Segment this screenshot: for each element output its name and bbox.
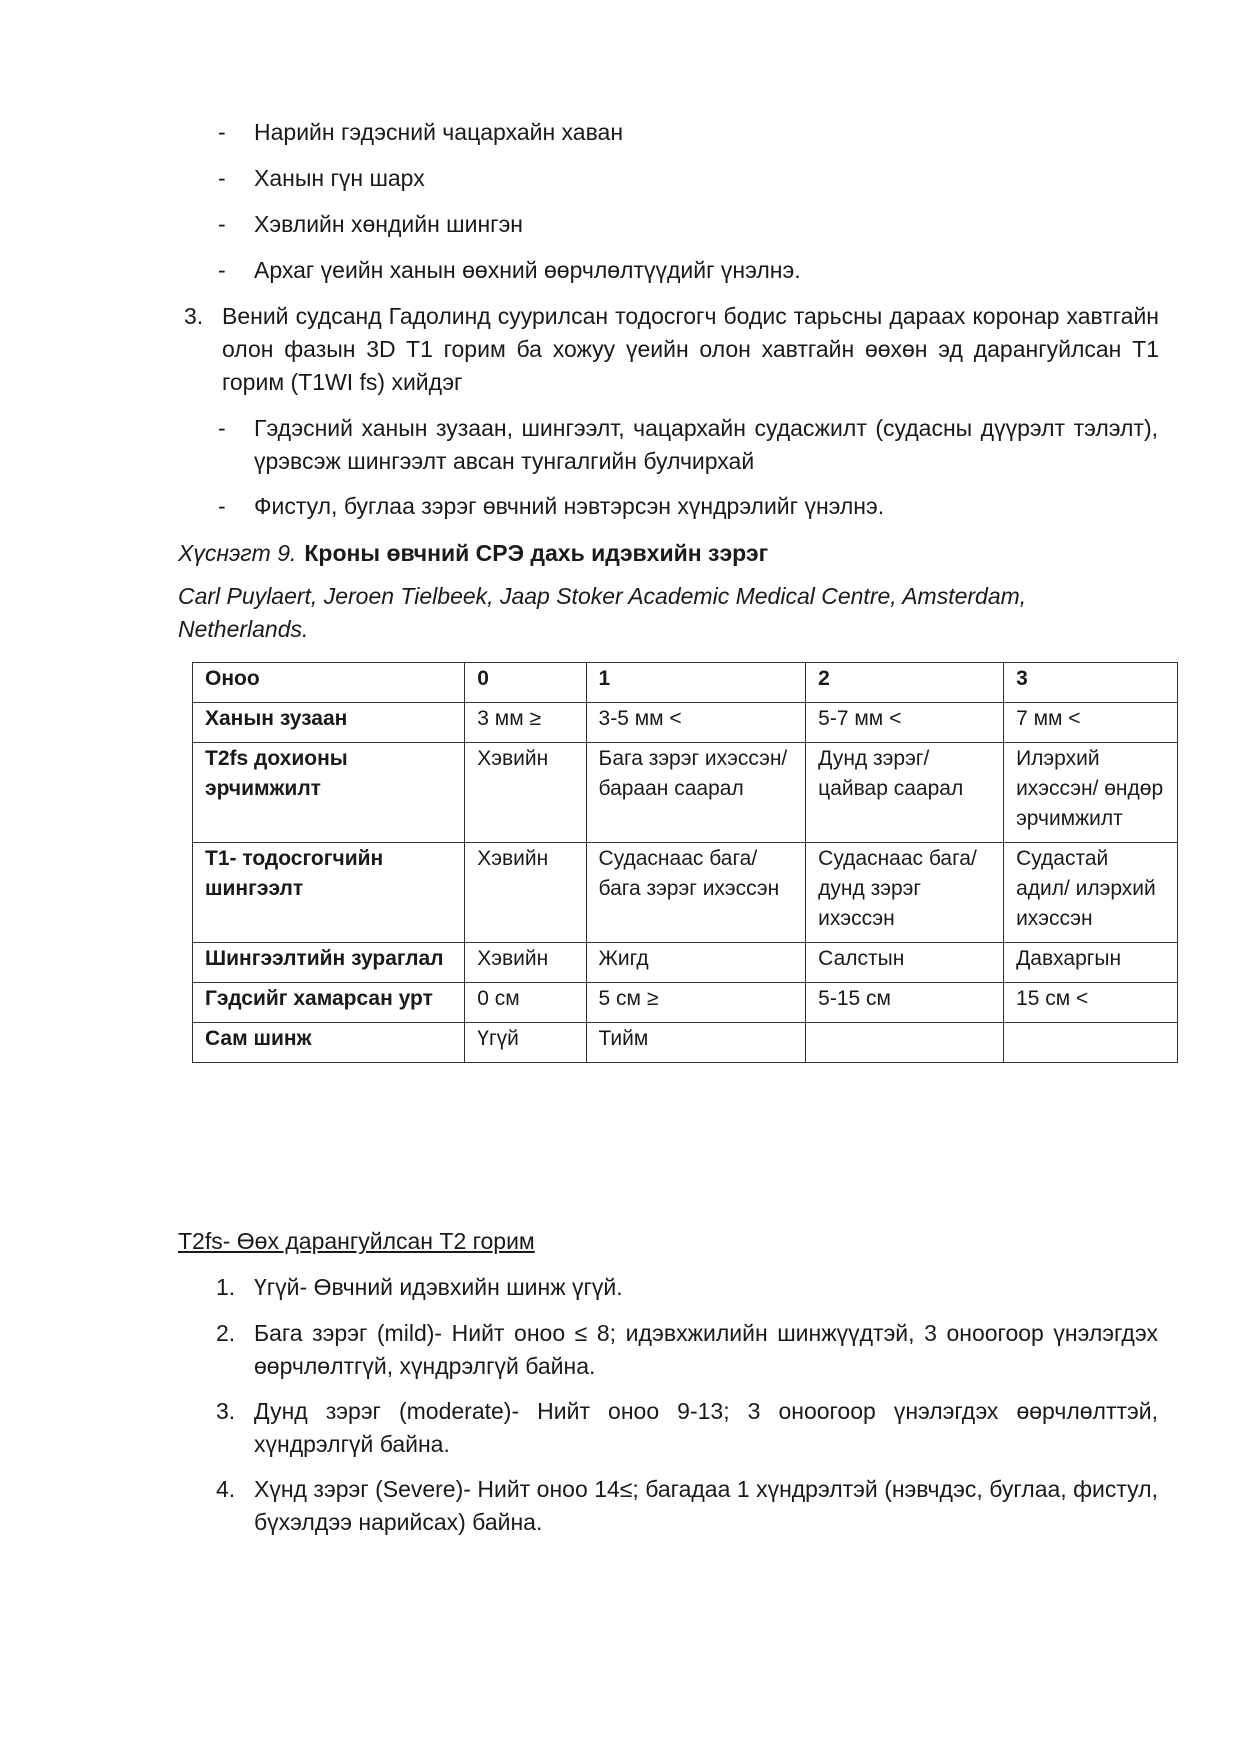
- table-source-authors: Carl Puylaert, Jeroen Tielbeek, Jaap Stoker Academic Medical Centre, Amsterdam, Netherlands.: [178, 583, 1027, 642]
- bullet-dash: -: [218, 415, 226, 441]
- bullet-item: [218, 412, 1158, 478]
- grade-number: 3.: [216, 1398, 236, 1424]
- grade-item: [216, 1473, 1158, 1539]
- table-cell: Судаснаас бага/ дунд зэрэг ихэссэн: [806, 843, 1004, 943]
- table-cell: Хэвийн: [465, 943, 586, 983]
- grade-number: 4.: [216, 1476, 236, 1502]
- row-label: T1- тодосгогчийн шингээлт: [193, 843, 465, 943]
- bullet-item: [218, 254, 1158, 287]
- table-cell: [1004, 1023, 1178, 1063]
- bullet-text: Архаг үеийн ханын өөхний өөрчлөлтүүдийг үнэлнэ.: [254, 257, 801, 283]
- bullet-item: [218, 490, 1158, 523]
- bullet-text: Нарийн гэдэсний чацархайн хаван: [254, 119, 624, 145]
- bullet-dash: -: [218, 211, 226, 237]
- table-cell: 5-7 мм <: [806, 703, 1004, 743]
- grade-number: 2.: [216, 1320, 236, 1346]
- table-cell: Илэрхий ихэссэн/ өндөр эрчимжилт: [1004, 743, 1178, 843]
- table-cell: Жигд: [586, 943, 806, 983]
- table-row: [193, 703, 1178, 743]
- table-row: [193, 743, 1178, 843]
- table-cell: 5 см ≥: [586, 983, 806, 1023]
- bullet-text: Хэвлийн хөндийн шингэн: [254, 211, 524, 237]
- header-cell: 0: [465, 663, 586, 703]
- bullet-dash: -: [218, 165, 226, 191]
- table-header-row: [193, 663, 1178, 703]
- table-cell: Хэвийн: [465, 843, 586, 943]
- header-cell: 2: [806, 663, 1004, 703]
- bullet-text: Ханын гүн шарх: [254, 165, 425, 191]
- bullet-item: [218, 208, 1158, 241]
- row-label: Гэдсийг хамарсан урт: [193, 983, 465, 1023]
- table-cell: 15 см <: [1004, 983, 1178, 1023]
- bullet-dash: -: [218, 257, 226, 283]
- table-cell: Тийм: [586, 1023, 806, 1063]
- bullet-item: [218, 116, 1158, 149]
- caption-title: Кроны өвчний СРЭ дахь идэвхийн зэрэг: [304, 540, 769, 566]
- table-caption: [178, 538, 768, 568]
- bullet-dash: -: [218, 493, 226, 519]
- grade-item: [216, 1271, 1158, 1304]
- grade-text: Дунд зэрэг (moderate)- Нийт оноо 9-13; 3 оноогоор үнэлэгдэх өөрчлөлттэй, хүндрэлгүй байна.: [254, 1398, 1158, 1457]
- table-cell: Салстын: [806, 943, 1004, 983]
- grade-item: [216, 1395, 1158, 1461]
- table-cell: [806, 1023, 1004, 1063]
- row-label: Шингээлтийн зураглал: [193, 943, 465, 983]
- caption-figure-number: Хүснэгт 9.: [178, 540, 297, 566]
- grade-text: Хүнд зэрэг (Severe)- Нийт оноо 14≤; багадаа 1 хүндрэлтэй (нэвчдэс, буглаа, фистул, бүхэлдээ нарийсах) байна.: [254, 1476, 1158, 1535]
- table-row: [193, 1023, 1178, 1063]
- header-cell: 3: [1004, 663, 1178, 703]
- grade-item: [216, 1317, 1158, 1383]
- table-cell: Судаснаас бага/ бага зэрэг ихэссэн: [586, 843, 806, 943]
- bullet-item: [218, 162, 1158, 195]
- grade-text: Бага зэрэг (mild)- Нийт оноо ≤ 8; идэвхжилийн шинжүүдтэй, 3 оноогоор үнэлэгдэх өөрчлөлтгүй, хүндрэлгүй байна.: [254, 1320, 1158, 1379]
- table-cell: 7 мм <: [1004, 703, 1178, 743]
- table-cell: Дунд зэрэг/ цайвар саарал: [806, 743, 1004, 843]
- table-cell: 5-15 см: [806, 983, 1004, 1023]
- table-cell: 3-5 мм <: [586, 703, 806, 743]
- header-cell: Оноо: [193, 663, 465, 703]
- activity-score-table: [192, 662, 1178, 1063]
- grade-number: 1.: [216, 1274, 236, 1300]
- table-cell: Үгүй: [465, 1023, 586, 1063]
- table-row: [193, 983, 1178, 1023]
- item-text: Вений судсанд Гадолинд суурилсан тодосгогч бодис тарьсны дараах коронар хавтгайн олон фазын 3D T1 горим ба хожуу үеийн олон хавтгайн өөхөн эд дарангуйлсан T1 горим (T1WI fs) хийдэг: [222, 303, 1159, 395]
- grade-text: Үгүй- Өвчний идэвхийн шинж үгүй.: [254, 1274, 623, 1300]
- bullet-dash: -: [218, 119, 226, 145]
- abbreviation-legend: T2fs- Өөх дарангуйлсан T2 горим: [178, 1228, 535, 1254]
- table-row: [193, 943, 1178, 983]
- row-label: Ханын зузаан: [193, 703, 465, 743]
- table-cell: Хэвийн: [465, 743, 586, 843]
- table-cell: 3 мм ≥: [465, 703, 586, 743]
- bullet-text: Гэдэсний ханын зузаан, шингээлт, чацархайн судасжилт (судасны дүүрэлт тэлэлт), үрэвсэж шингээлт авсан тунгалгийн булчирхай: [254, 415, 1158, 474]
- table-row: [193, 843, 1178, 943]
- item-number: 3.: [184, 303, 204, 329]
- row-label: Сам шинж: [193, 1023, 465, 1063]
- table-cell: Судастай адил/ илэрхий ихэссэн: [1004, 843, 1178, 943]
- numbered-item: [184, 300, 1159, 399]
- table-cell: 0 см: [465, 983, 586, 1023]
- header-cell: 1: [586, 663, 806, 703]
- bullet-text: Фистул, буглаа зэрэг өвчний нэвтэрсэн хүндрэлийг үнэлнэ.: [254, 493, 885, 519]
- table-cell: Бага зэрэг ихэссэн/ бараан саарал: [586, 743, 806, 843]
- table-cell: Давхаргын: [1004, 943, 1178, 983]
- row-label: T2fs дохионы эрчимжилт: [193, 743, 465, 843]
